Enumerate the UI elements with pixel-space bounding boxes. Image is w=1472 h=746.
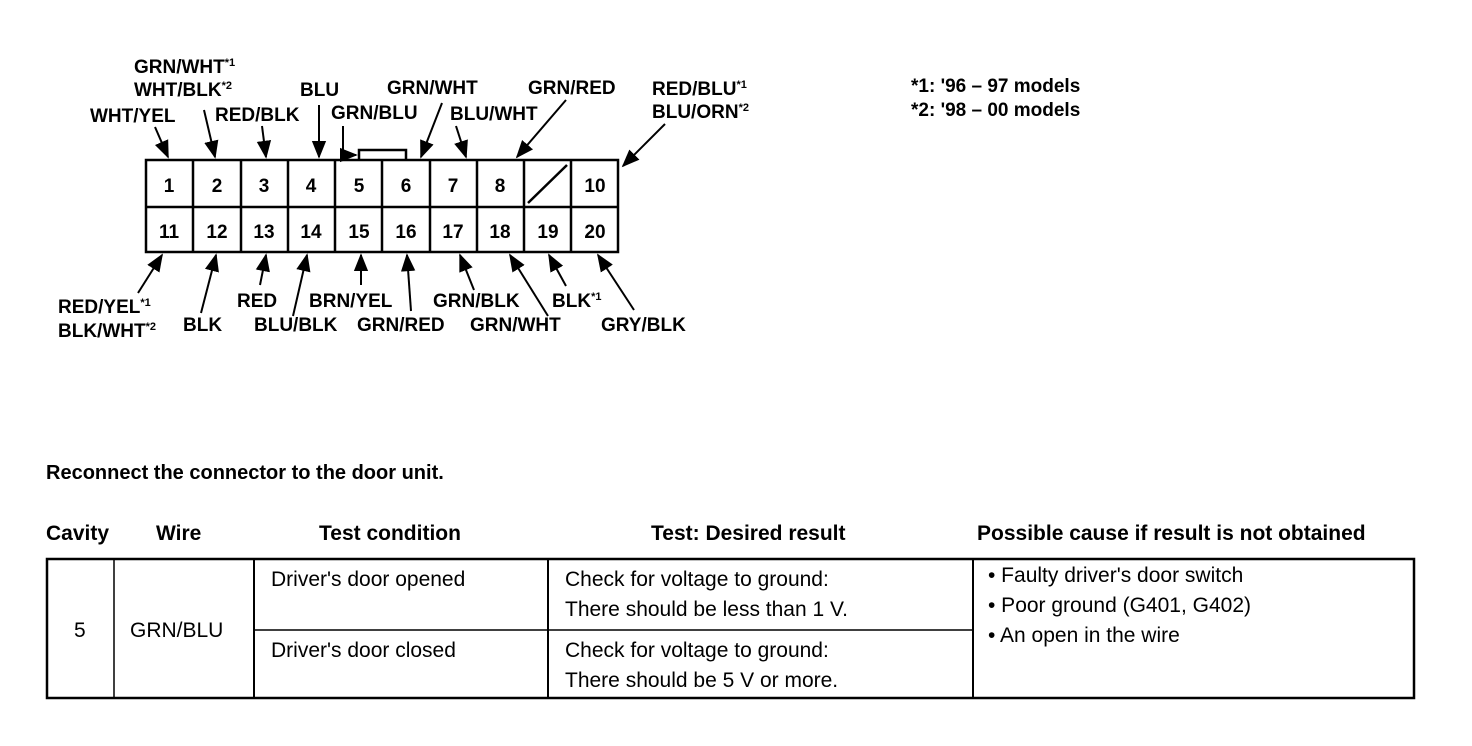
label-pin-10b: BLU/ORN$^{*2}$ [652, 102, 749, 123]
pin-10: 10 [584, 176, 606, 197]
pin-8: 8 [494, 176, 506, 197]
note-2: *2: '98 – 00 models [911, 100, 1081, 121]
label-pin-15: BRN/YEL [309, 291, 393, 312]
pin-4: 4 [305, 176, 317, 197]
condition-row-2: Driver's door closed [271, 639, 456, 662]
label-pin-1: WHT/YEL [90, 106, 176, 127]
pin-12: 12 [206, 222, 228, 243]
arrow-pin-11 [138, 255, 162, 293]
arrow-pin-14 [293, 255, 307, 316]
pin-19: 19 [537, 222, 559, 243]
result-row-2-line-1: Check for voltage to ground: [565, 639, 829, 662]
pin-6: 6 [400, 176, 412, 197]
label-pin-16: GRN/RED [357, 315, 445, 336]
header-possible-cause: Possible cause if result is not obtained [977, 522, 1366, 545]
note-1: *1: '96 – 97 models [911, 76, 1081, 97]
label-pin-7: BLU/WHT [450, 104, 538, 125]
arrow-pin-16 [407, 255, 411, 311]
label-pin-17: GRN/BLK [433, 291, 520, 312]
pin-17: 17 [442, 222, 464, 243]
pin-3: 3 [258, 176, 270, 197]
arrow-pin-19 [549, 255, 566, 286]
arrow-pin-10 [623, 124, 665, 166]
wire-value: GRN/BLU [130, 619, 224, 642]
pin-15: 15 [348, 222, 370, 243]
pin-7: 7 [447, 176, 459, 197]
label-pin-10a: RED/BLU$^{*1}$ [652, 79, 747, 100]
cavity-value: 5 [74, 619, 86, 642]
label-pin-18: GRN/WHT [470, 315, 561, 336]
cause-3: • An open in the wire [988, 624, 1180, 647]
header-desired-result: Test: Desired result [651, 522, 846, 545]
arrow-pin-6 [421, 103, 442, 157]
pin-13: 13 [253, 222, 275, 243]
pin-1: 1 [163, 176, 175, 197]
label-pin-8: GRN/RED [528, 78, 616, 99]
pin-2: 2 [211, 176, 223, 197]
result-row-1-line-1: Check for voltage to ground: [565, 568, 829, 591]
instruction-text: Reconnect the connector to the door unit. [46, 462, 444, 484]
label-pin-6: GRN/WHT [387, 78, 478, 99]
arrow-pin-2 [204, 110, 215, 157]
top-wire-labels [90, 57, 749, 127]
header-cavity: Cavity [46, 522, 110, 545]
label-pin-2a: GRN/WHT$^{*1}$ [134, 57, 236, 78]
label-pin-5: GRN/BLU [331, 103, 418, 124]
cause-2: • Poor ground (G401, G402) [988, 594, 1252, 617]
label-pin-14: BLU/BLK [254, 315, 338, 336]
label-pin-20: GRY/BLK [601, 315, 686, 336]
label-pin-13: RED [237, 291, 278, 312]
header-wire: Wire [156, 522, 202, 545]
label-pin-3: RED/BLK [215, 105, 300, 126]
label-pin-4: BLU [300, 80, 340, 101]
header-test-condition: Test condition [319, 522, 461, 545]
arrow-pin-3 [262, 126, 266, 157]
arrow-pin-5 [343, 126, 356, 155]
blank-cavity-slash [528, 165, 567, 203]
pin-16: 16 [395, 222, 417, 243]
label-pin-11a: RED/YEL$^{*1}$ [58, 297, 151, 318]
pin-20: 20 [584, 222, 606, 243]
arrow-pin-7 [456, 126, 466, 157]
pin-5: 5 [353, 176, 365, 197]
model-notes [911, 76, 1080, 121]
label-pin-11b: BLK/WHT$^{*2}$ [58, 321, 156, 342]
bottom-wire-labels [58, 291, 686, 342]
result-row-2-line-2: There should be 5 V or more. [565, 669, 839, 692]
arrow-pin-20 [598, 255, 634, 310]
arrow-pin-13 [260, 255, 266, 285]
arrow-pin-12 [201, 255, 216, 313]
pin-14: 14 [300, 222, 322, 243]
label-pin-12: BLK [183, 315, 223, 336]
cause-1: • Faulty driver's door switch [988, 564, 1244, 587]
label-pin-19: BLK$^{*1}$ [552, 291, 602, 312]
condition-row-1: Driver's door opened [271, 568, 466, 591]
result-row-1-line-2: There should be less than 1 V. [565, 598, 848, 621]
label-pin-2b: WHT/BLK$^{*2}$ [134, 80, 232, 101]
arrow-pin-17 [460, 255, 474, 290]
pin-18: 18 [489, 222, 511, 243]
locking-tab [359, 150, 406, 160]
arrow-pin-1 [155, 127, 168, 157]
pin-11: 11 [158, 222, 180, 243]
